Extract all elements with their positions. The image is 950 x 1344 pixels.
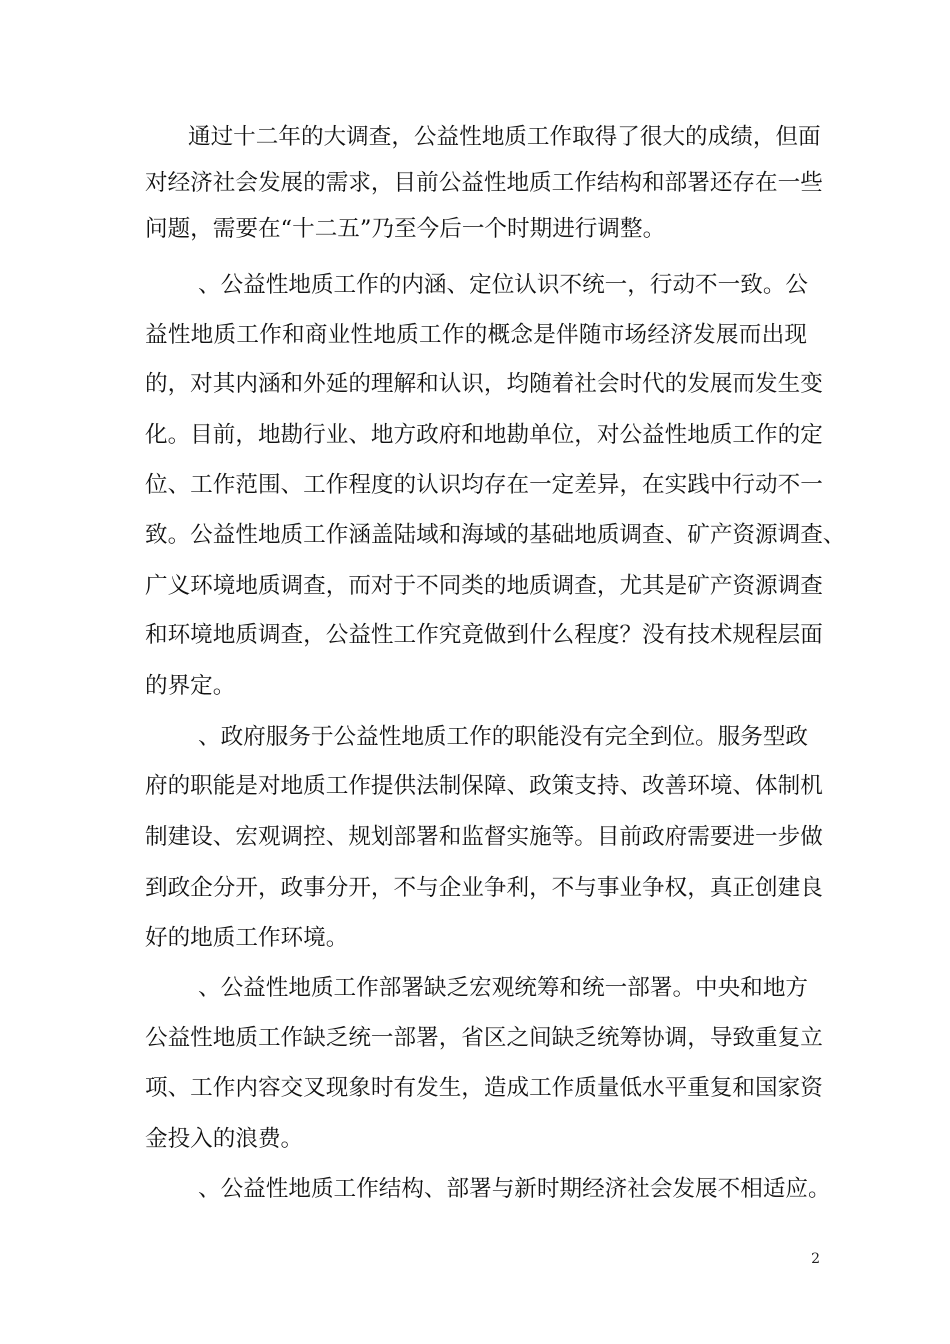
paragraph-4-line-2: 公益性地质工作缺乏统一部署，省区之间缺乏统筹协调，导致重复立: [145, 1025, 823, 1051]
paragraph-2-line-2: 益性地质工作和商业性地质工作的概念是伴随市场经济发展而出现: [145, 322, 807, 348]
page-number: 2: [811, 1251, 820, 1267]
paragraph-3-line-4: 到政企分开，政事分开，不与企业争利，不与事业争权，真正创建良: [145, 875, 823, 901]
paragraph-3-line-5: 好的地质工作环境。: [145, 925, 349, 951]
paragraph-5-line-1: 、公益性地质工作结构、部署与新时期经济社会发展不相适应。: [198, 1176, 831, 1202]
paragraph-3-line-2: 府的职能是对地质工作提供法制保障、政策支持、改善环境、体制机: [145, 773, 823, 799]
paragraph-2-line-9: 的界定。: [145, 673, 236, 699]
paragraph-2-line-1: 、公益性地质工作的内涵、定位认识不统一，行动不一致。公: [198, 272, 809, 298]
paragraph-2-line-3: 的，对其内涵和外延的理解和认识，均随着社会时代的发展而发生变: [145, 371, 823, 397]
paragraph-2-line-5: 位、工作范围、工作程度的认识均存在一定差异，在实践中行动不一: [145, 472, 823, 498]
paragraph-1-line-3: 问题，需要在“十二五”乃至今后一个时期进行调整。: [145, 216, 666, 242]
paragraph-2-line-8: 和环境地质调查，公益性工作究竟做到什么程度？没有技术规程层面: [145, 622, 823, 648]
paragraph-4-line-1: 、公益性地质工作部署缺乏宏观统筹和统一部署。中央和地方: [198, 975, 809, 1001]
paragraph-2-line-7: 广义环境地质调查，而对于不同类的地质调查，尤其是矿产资源调查: [145, 573, 823, 599]
paragraph-1-line-2: 对经济社会发展的需求，目前公益性地质工作结构和部署还存在一些: [145, 170, 823, 196]
paragraph-1-line-1: 通过十二年的大调查，公益性地质工作取得了很大的成绩，但面: [188, 124, 821, 150]
paragraph-3-line-3: 制建设、宏观调控、规划部署和监督实施等。目前政府需要进一步做: [145, 824, 823, 850]
paragraph-2-line-4: 化。目前，地勘行业、地方政府和地勘单位，对公益性地质工作的定: [145, 422, 823, 448]
paragraph-2-line-6: 致。公益性地质工作涵盖陆域和海域的基础地质调查、矿产资源调查、: [145, 522, 846, 548]
paragraph-3-line-1: 、政府服务于公益性地质工作的职能没有完全到位。服务型政: [198, 724, 809, 750]
paragraph-4-line-4: 金投入的浪费。: [145, 1126, 304, 1152]
paragraph-4-line-3: 项、工作内容交叉现象时有发生，造成工作质量低水平重复和国家资: [145, 1075, 823, 1101]
